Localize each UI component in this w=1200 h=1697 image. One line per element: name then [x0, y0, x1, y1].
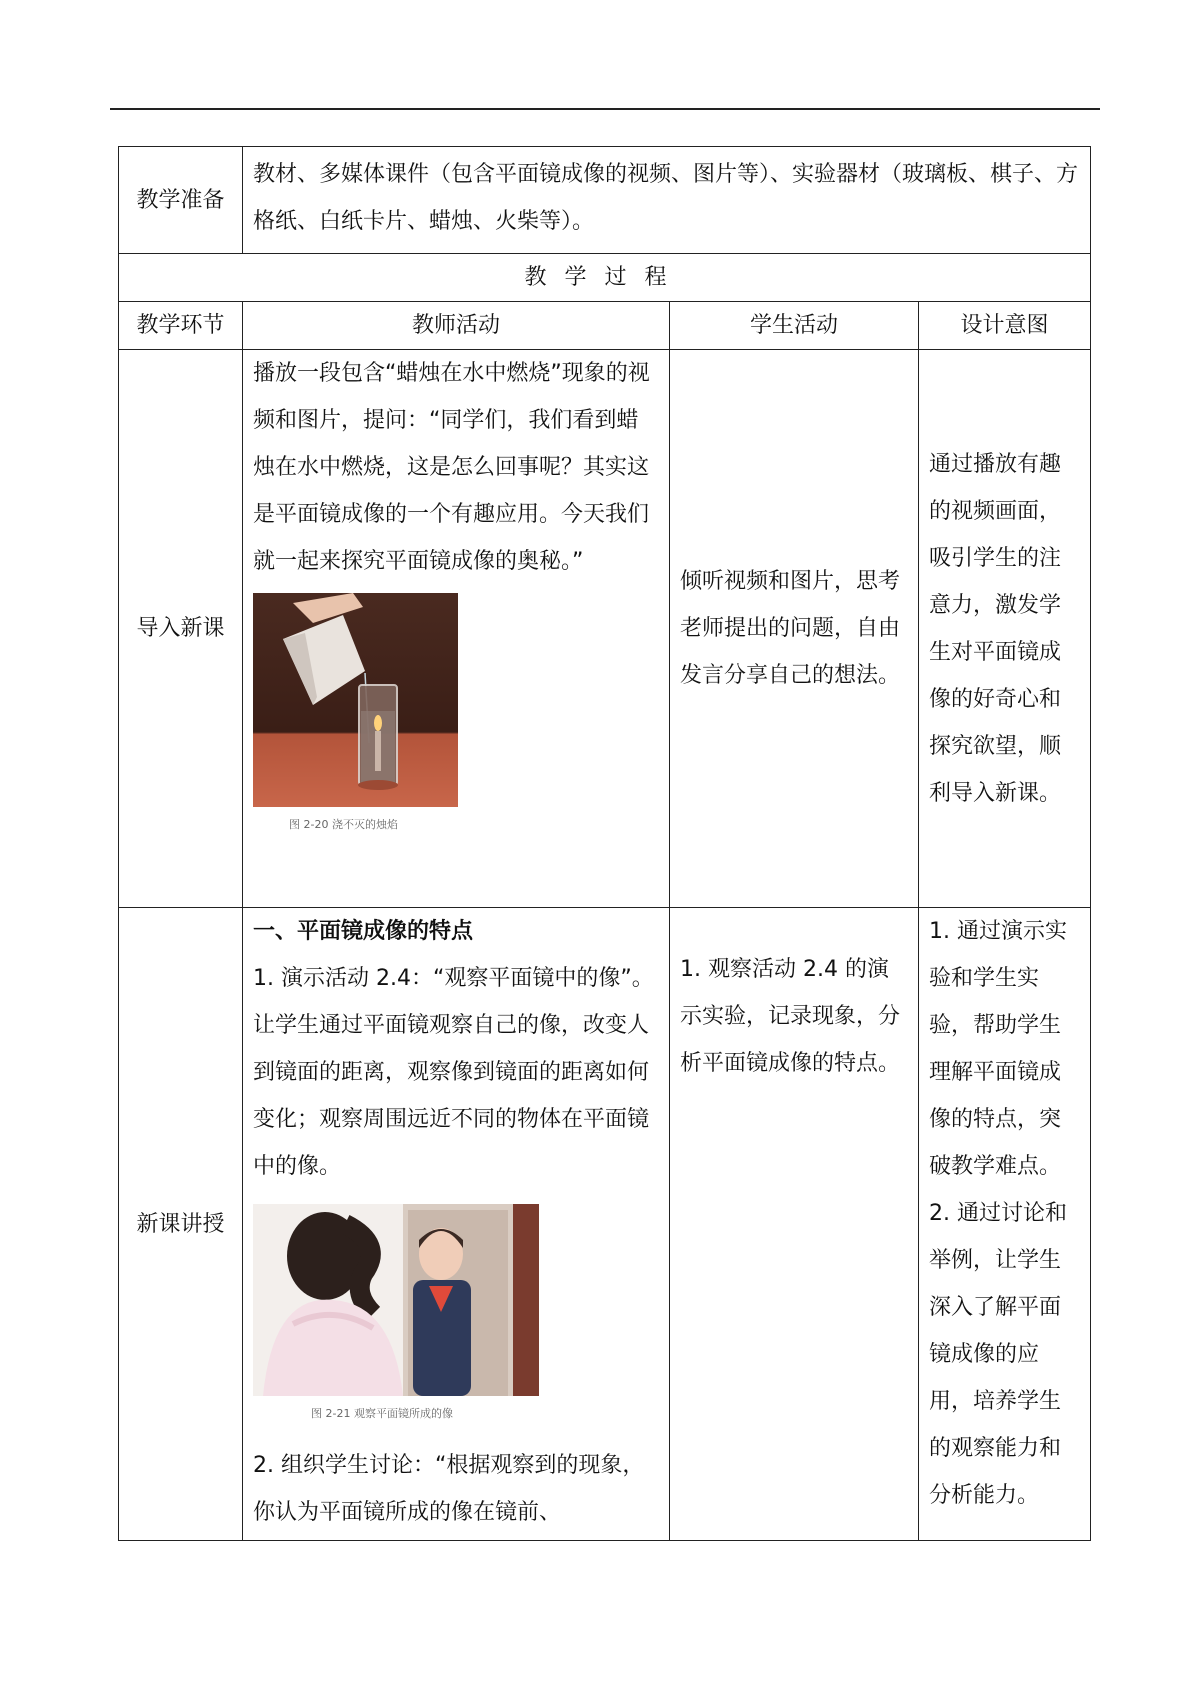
prep-row: [119, 147, 1091, 254]
intent-point: 2. 通过讨论和举例，让学生深入了解平面镜成像的应用，培养学生的观察能力和分析能力。: [929, 1201, 1067, 1508]
header-teacher: 教师活动: [243, 302, 670, 350]
header-rule: [110, 108, 1100, 110]
process-title-row: [119, 254, 1091, 302]
figure-mirror: [253, 1204, 659, 1396]
process-title-cell: [119, 254, 1091, 302]
intent-point: 1. 通过演示实验和学生实验，帮助学生理解平面镜成像的特点，突破教学难点。: [929, 919, 1067, 1179]
row-design-intent: [919, 908, 1091, 1541]
figure-caption: 图 2-21 观察平面镜所成的像: [311, 1407, 453, 1420]
lesson-plan-table: [118, 146, 1091, 1541]
table-row: [119, 908, 1091, 1541]
row-student-activity: 倾听视频和图片，思考老师提出的问题，自由发言分享自己的想法。: [670, 350, 919, 908]
prep-label: 教学准备: [119, 147, 243, 254]
section-heading: 一、平面镜成像的特点: [253, 919, 474, 944]
teacher-text: 1. 演示活动 2.4：“观察平面镜中的像”。让学生通过平面镜观察自己的像，改变人到镜面的距离，观察像到镜面的距离如何变化；观察周围远近不同的物体在平面镜中的像。: [253, 966, 654, 1179]
header-student: 学生活动: [670, 302, 919, 350]
header-row: [119, 302, 1091, 350]
row-teacher-activity: [243, 908, 670, 1541]
header-segment: 教学环节: [119, 302, 243, 350]
process-title: 教学过程: [524, 265, 685, 290]
figure-candle-water: [253, 593, 659, 807]
row-teacher-activity: [243, 350, 670, 908]
teacher-text: 播放一段包含“蜡烛在水中燃烧”现象的视频和图片，提问：“同学们，我们看到蜡烛在水中燃烧，这是怎么回事呢？其实这是平面镜成像的一个有趣应用。今天我们就一起来探究平面镜成像的奥秘。”: [253, 361, 650, 574]
row-student-activity: 1. 观察活动 2.4 的演示实验，记录现象，分析平面镜成像的特点。: [670, 908, 919, 1541]
row-segment: 新课讲授: [119, 908, 243, 1541]
girl-mirror-image: [253, 1204, 539, 1396]
table-row: [119, 350, 1091, 908]
row-design-intent: 通过播放有趣的视频画面，吸引学生的注意力，激发学生对平面镜成像的好奇心和探究欲望，顺利导入新课。: [919, 350, 1091, 908]
candle-in-water-image: [253, 593, 458, 807]
figure-caption: 图 2-20 浇不灭的烛焰: [289, 818, 398, 831]
prep-content: 教材、多媒体课件（包含平面镜成像的视频、图片等）、实验器材（玻璃板、棋子、方格纸、白纸卡片、蜡烛、火柴等）。: [243, 147, 1091, 254]
teacher-text: 2. 组织学生讨论：“根据观察到的现象，你认为平面镜所成的像在镜前、: [253, 1453, 645, 1525]
row-segment: 导入新课: [119, 350, 243, 908]
header-intent: 设计意图: [919, 302, 1091, 350]
